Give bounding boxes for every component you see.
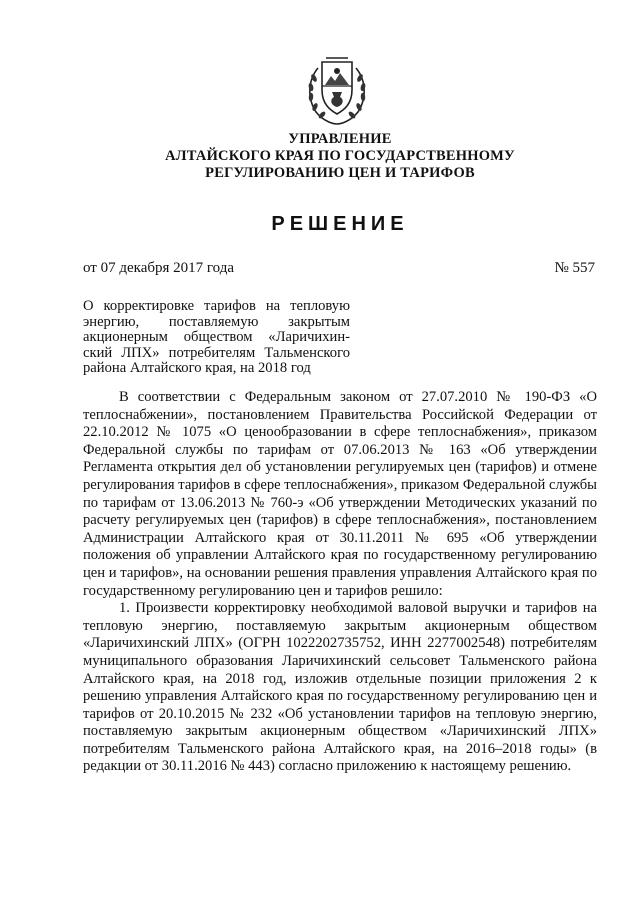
org-line-2: АЛТАЙСКОГО КРАЯ ПО ГОСУДАРСТВЕННОМУ: [165, 148, 515, 164]
issuing-authority: [120, 131, 560, 182]
document-number: № 557: [554, 260, 595, 276]
document-title: РЕШЕНИЕ: [271, 213, 409, 235]
body-paragraph-2: 1. Произвести корректировку необходимой валовой выручки и тарифов на тепловую энергию, поставляемую закрытым акционерным обществом «Ларичихинский ЛПХ» (ОГРН 1022202735752, ИНН 2277002548) потребителям муниципального образования Ларичихинский сельсовет Тальменского района Алтайского края, на 2018 год, изложив отдельные позиции приложения 2 к решению управления Алтайского края по государственному регулированию цен и тарифов от 20.10.2015 № 232 «Об установлении тарифов на тепловую энергию, поставляемую закрытым акционерным обществом «Ларичихинский ЛПХ» потребителям Тальменского района Алтайского края, на 2016–2018 годы» (в редакции от 30.11.2016 № 443) согласно приложению к настоящему решению.: [83, 600, 597, 775]
document-body: [83, 389, 597, 776]
body-paragraph-1: В соответствии с Федеральным законом от 27.07.2010 № 190-ФЗ «О теплоснабжении», постановлением Правительства Российской Федерации от 22.10.2012 № 1075 «О ценообразовании в сфере теплоснабжения», приказом Федеральной службы по тарифам от 07.06.2013 № 163 «Об утверждении Регламента открытия дел об установлении регулируемых цен (тарифов) и отмене регулирования тарифов в сфере теплоснабжения», приказом Федеральной службы по тарифам от 13.06.2013 № 760-э «Об утверждении Методических указаний по расчету регулируемых цен (тарифов) в сфере теплоснабжения», постановлением Администрации Алтайского края от 30.11.2011 № 695 «Об утверждении положения об управлении Алтайского края по государственному регулированию цен и тарифов», на основании решения правления управления Алтайского края по государственному регулированию цен и тарифов решило:: [83, 389, 597, 599]
document-date: от 07 декабря 2017 года: [83, 260, 235, 276]
coat-of-arms-icon: [302, 52, 372, 126]
org-line-1: УПРАВЛЕНИЕ: [288, 131, 392, 147]
document-subject: О корректировке тарифов на тепловую энергию, поставляемую закрытым акционерным обществом «Ларичихин-ский ЛПХ» потребителям Тальменского района Алтайского края, на 2018 год: [83, 298, 350, 377]
date-number-line: [83, 259, 595, 277]
org-line-3: РЕГУЛИРОВАНИЮ ЦЕН И ТАРИФОВ: [205, 165, 475, 181]
